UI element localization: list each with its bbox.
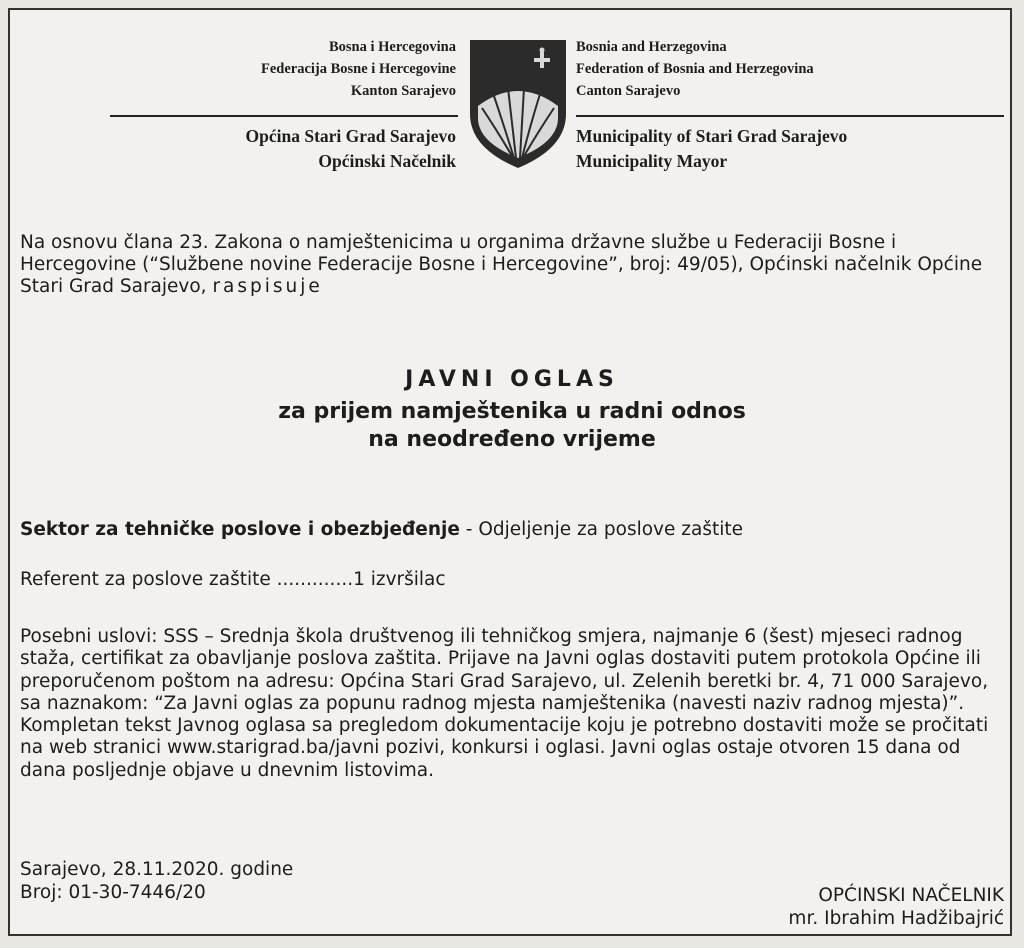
header-left-office: Općinski Načelnik <box>318 151 456 171</box>
header-right-country: Bosnia and Herzegovina <box>576 39 727 55</box>
intro-text: Na osnovu člana 23. Zakona o namještenicima u organima državne službe u Federaciji Bosne i Hercegovine (“Službene novine Federacije Bosne i Hercegovine”, broj: 49/05), Općinski načelnik Općine Stari Grad Sarajevo, <box>20 232 983 297</box>
notice-subtitle-line2: na neodređeno vrijeme <box>368 427 656 452</box>
reference-number: Broj: 01-30-7446/20 <box>20 882 206 903</box>
position-line: Referent za poslove zaštite .............1 izvršilac <box>20 569 446 590</box>
header-left-federation: Federacija Bosne i Hercegovine <box>260 61 456 77</box>
intro-paragraph <box>20 232 1004 298</box>
header-right-municipality: Municipality of Stari Grad Sarajevo <box>576 126 848 146</box>
header-left-country: Bosna i Hercegovina <box>328 39 456 55</box>
municipality-crest-icon <box>464 36 572 172</box>
conditions-block <box>20 626 1004 782</box>
signature-block <box>788 884 1004 930</box>
header-right-canton: Canton Sarajevo <box>576 83 681 99</box>
header-divider-left <box>110 115 458 117</box>
signer-title: OPĆINSKI NAČELNIK <box>818 885 1004 906</box>
sector-name: Sektor za tehničke poslove i obezbjeđenje <box>20 519 460 540</box>
header-right-municipality-block <box>576 124 847 174</box>
header-left-canton: Kanton Sarajevo <box>350 83 456 99</box>
header-divider-right <box>576 115 1004 117</box>
sector-department: - Odjeljenje za poslove zaštite <box>459 519 743 540</box>
notice-subtitle <box>0 398 1024 454</box>
header-left-municipality: Općina Stari Grad Sarajevo <box>245 126 456 146</box>
notice-subtitle-line1: za prijem namještenika u radni odnos <box>278 399 746 424</box>
sector-line <box>20 519 1004 541</box>
header-left-municipality-block <box>246 124 456 174</box>
issue-date: Sarajevo, 28.11.2020. godine <box>20 859 294 880</box>
header-right-office: Municipality Mayor <box>576 151 728 171</box>
full-text-paragraph: Kompletan tekst Javnog oglasa sa pregledom dokumentacije koju je potrebno dostaviti može se pročitati na web stranici www.starigrad.ba/javni pozivi, konkursi i oglasi. Javni oglas ostaje otvoren 15 dana od dana posljednje objave u dnevnim listovima. <box>20 715 989 781</box>
notice-heading: JAVNI OGLAS <box>405 367 619 392</box>
intro-verb: raspisuje <box>212 276 323 297</box>
signer-name: mr. Ibrahim Hadžibajrić <box>788 908 1004 929</box>
header-right-federation: Federation of Bosnia and Herzegovina <box>576 61 814 77</box>
header-right-block <box>576 36 814 102</box>
conditions-paragraph: Posebni uslovi: SSS – Srednja škola društvenog ili tehničkog smjera, najmanje 6 (šest) mjeseci radnog staža, certifikat za obavljanje poslova zaštita. Prijave na Javni oglas dostaviti putem protokola Općine ili preporučenom poštom na adresu: Općina Stari Grad Sarajevo, ul. Zelenih beretki br. 4, 71 000 Sarajevo, sa naznakom: “Za Javni oglas za popunu radnog mjesta namještenika (navesti naziv radnog mjesta)”. <box>20 626 989 714</box>
header-left-block <box>261 36 456 102</box>
